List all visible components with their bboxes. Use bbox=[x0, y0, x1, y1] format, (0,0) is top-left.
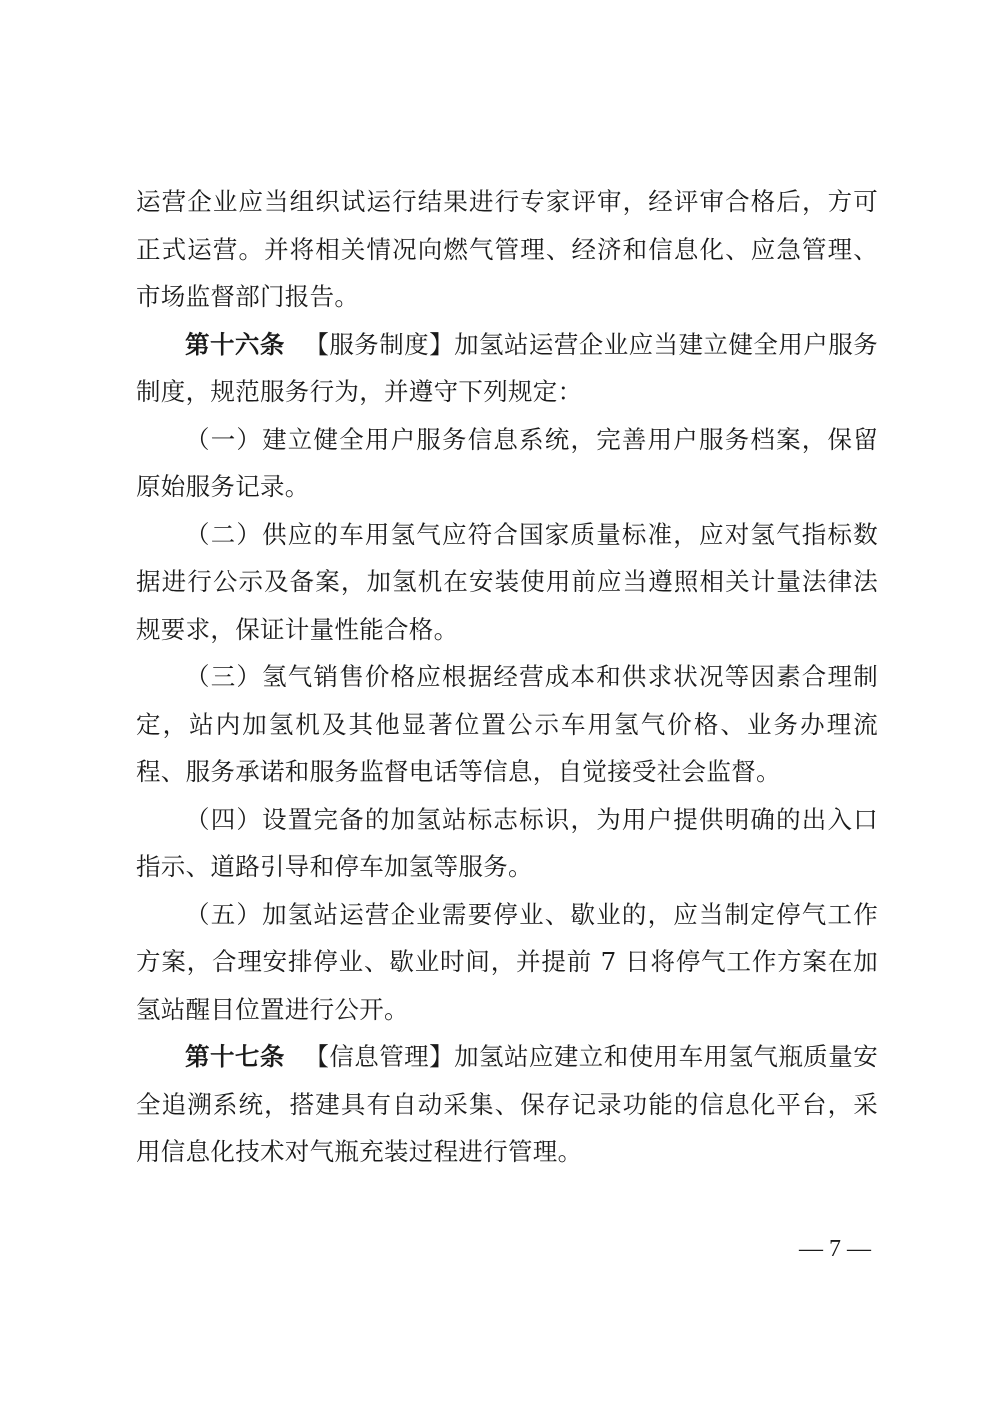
page-number: — 7 — bbox=[799, 1236, 871, 1262]
article-16-item-5: （五）加氢站运营企业需要停业、歇业的，应当制定停气工作方案，合理安排停业、歇业时间，并提前 7 日将停气工作方案在加氢站醒目位置进行公开。 bbox=[136, 899, 878, 1024]
article-16-item-4: （四）设置完备的加氢站标志标识，为用户提供明确的出入口指示、道路引导和停车加氢等服务。 bbox=[136, 804, 878, 881]
article-16-text: 【服务制度】加氢站运营企业应当建立健全用户服务制度，规范服务行为，并遵守下列规定： bbox=[136, 329, 879, 406]
article-17-text: 【信息管理】加氢站应建立和使用车用氢气瓶质量安全追溯系统，搭建具有自动采集、保存记录功能的信息化平台，采用信息化技术对气瓶充装过程进行管理。 bbox=[136, 1042, 879, 1166]
document-body bbox=[136, 178, 878, 1176]
article-16-item-2: （二）供应的车用氢气应符合国家质量标准，应对氢气指标数据进行公示及备案，加氢机在安装使用前应当遵照相关计量法律法规要求，保证计量性能合格。 bbox=[136, 519, 878, 644]
article-16-heading: 第十六条 bbox=[185, 329, 285, 359]
paragraph-continuation: 运营企业应当组织试运行结果进行专家评审，经评审合格后，方可正式运营。并将相关情况向燃气管理、经济和信息化、应急管理、市场监督部门报告。 bbox=[136, 187, 878, 311]
article-17 bbox=[136, 1033, 878, 1176]
article-16-item-1: （一）建立健全用户服务信息系统，完善用户服务档案，保留原始服务记录。 bbox=[136, 424, 878, 501]
article-16 bbox=[136, 321, 878, 416]
article-16-item-3: （三）氢气销售价格应根据经营成本和供求状况等因素合理制定，站内加氢机及其他显著位置公示车用氢气价格、业务办理流程、服务承诺和服务监督电话等信息，自觉接受社会监督。 bbox=[136, 662, 878, 786]
article-17-heading: 第十七条 bbox=[185, 1042, 285, 1071]
